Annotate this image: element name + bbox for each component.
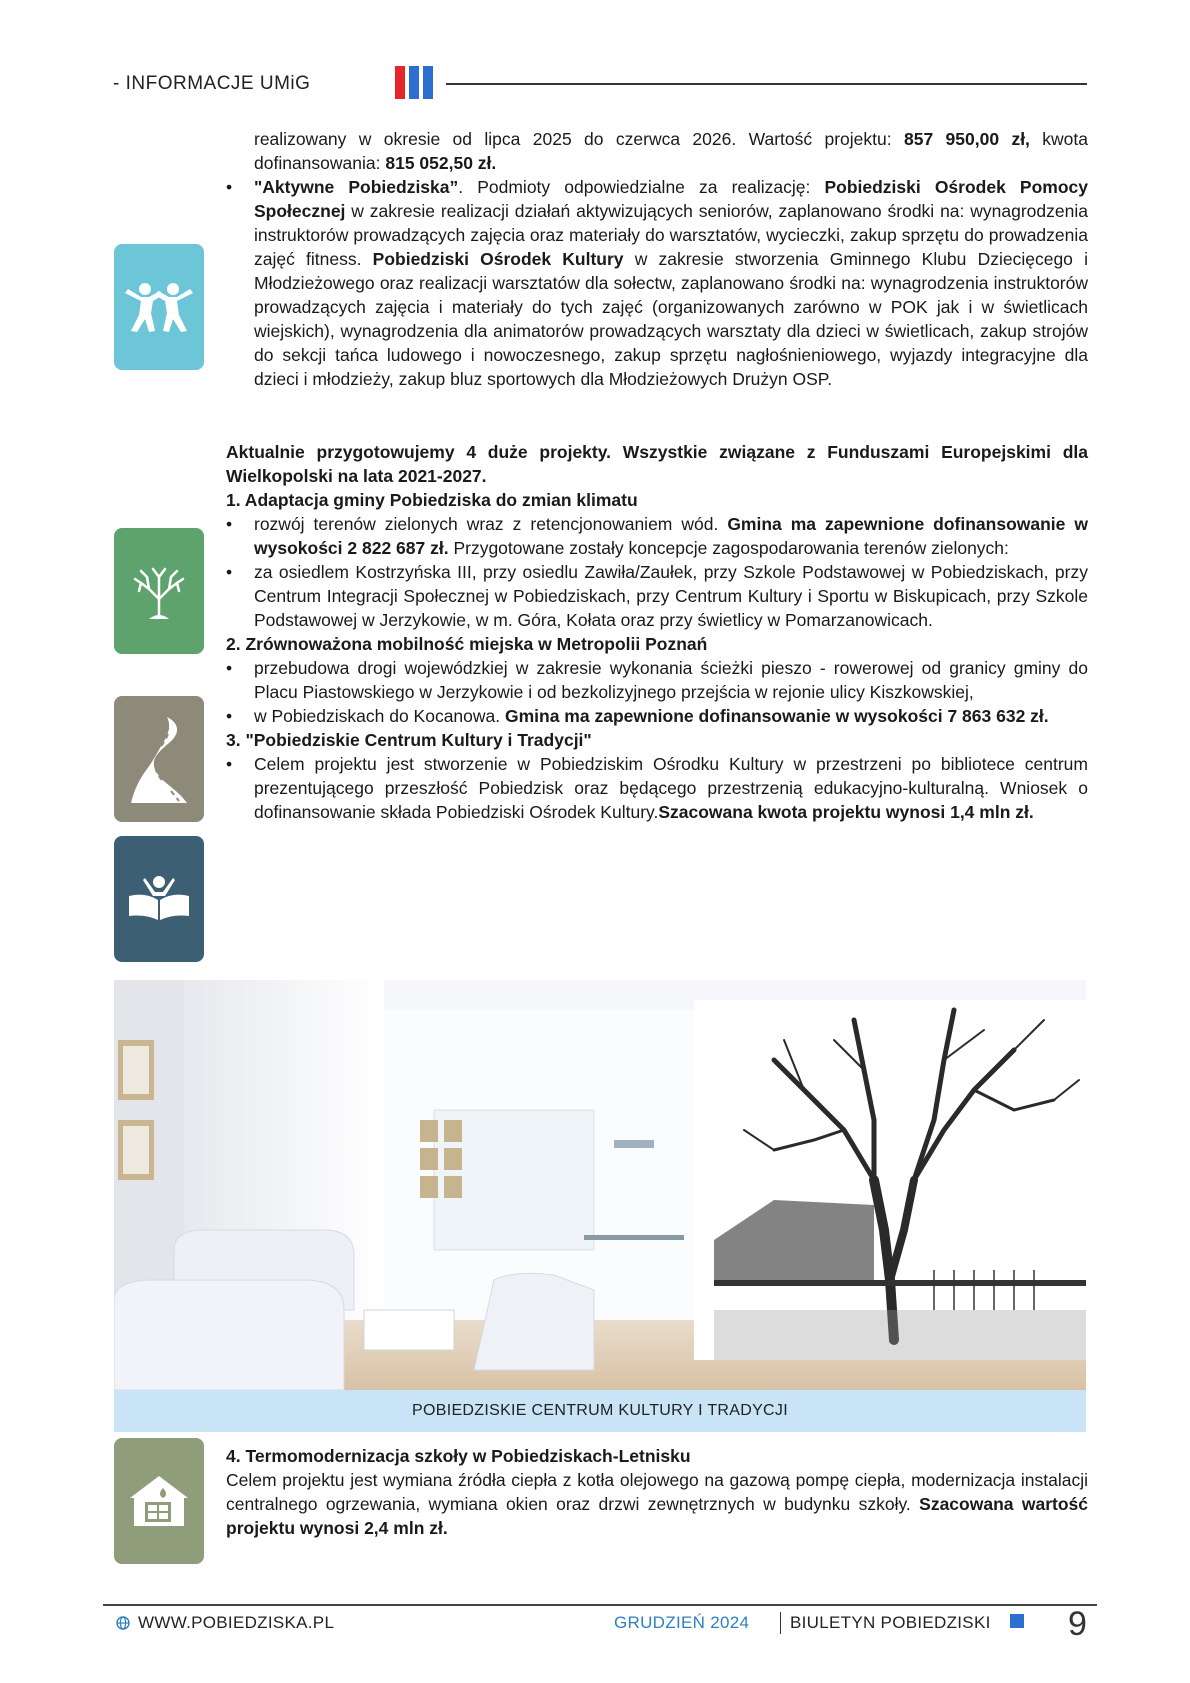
project-4-heading (226, 1444, 1088, 1468)
header-flag-blue-2 (423, 66, 433, 99)
project-4-text: Celem projektu jest wymiana źródła ciepła z kotła olejowego na gazową pompę ciepła, modernizacja instalacji centralnego ogrzewania, wymiana okien oraz drzwi zewnętrznych w budynku szkoły. (226, 1470, 1088, 1514)
projects-intro (226, 440, 1088, 488)
item-text-2: w zakresie realizacji działań aktywizujących seniorów, zaplanowano środki na: wynagrodzenia instruktorów prowadzących zajęcia oraz materiały do warsztatów, wycieczki, zakup sprzętu do prowadzenia zajęć fitness. (254, 201, 1088, 269)
list-item (226, 560, 1088, 632)
footer-separator (780, 1612, 781, 1634)
centrum-interior-photo (114, 980, 1086, 1390)
page-number: 9 (1068, 1605, 1087, 1643)
list-item (226, 512, 1088, 560)
project-4-section (226, 1444, 1088, 1540)
item-text: . Podmioty odpowiedzialne za realizację: (458, 177, 825, 197)
continuation-text: realizowany w okresie od lipca 2025 do czerwca 2026. Wartość projektu: (254, 129, 904, 149)
item-org-1: Pobiedziski Ośrodek Pomocy Społecznej (254, 177, 1088, 221)
footer-rule (103, 1604, 1097, 1606)
aktywne-pobiedziska-section (226, 127, 1088, 391)
list-item (226, 175, 1088, 391)
previous-item-continuation (226, 127, 1088, 175)
project-value: 857 950,00 zł, (903, 129, 1030, 149)
header-flag-red (395, 66, 405, 99)
continuation-text-2: kwota dofinansowania: (254, 129, 1089, 173)
list-item (226, 656, 1088, 704)
project-2-heading (226, 632, 1088, 656)
publication-title: BIULETYN POBIEDZISKI (790, 1613, 991, 1632)
project-4-heading-text: 4. Termomodernizacja szkoły w Pobiedziskach-Letnisku (226, 1446, 691, 1466)
project-1-bullet-2-text: za osiedlem Kostrzyńska III, przy osiedlu Zawiła/Zaułek, przy Szkole Podstawowej w Pobiedziskach, przy Centrum Integracji Społecznej w Pobiedziskach, przy Centrum Kultury i Sportu w Biskupicach, przy Szkole Podstawowej w Jerzykowie, w m. Góra, Kołata oraz przy świetlicy w Pomarzanowicach. (254, 562, 1088, 630)
project-2-bullet-2-text: w Pobiedziskach do Kocanowa. (254, 706, 505, 726)
project-3-cost: Szacowana kwota projektu wynosi 1,4 mln zł. (658, 802, 1034, 822)
house-heat-icon (114, 1438, 204, 1564)
road-icon (114, 696, 204, 822)
item-text-3: w zakresie stworzenia Gminnego Klubu Dziecięcego i Młodzieżowego oraz realizacji warsztatów dla sołectw, zaplanowano środki na: wynagrodzenia instruktorów prowadzących zajęcia i materiały do tych zajęć (organizowanych zarówno w POK jak i w świetlicach wiejskich), wynagrodzenia dla animatorów prowadzących warsztaty dla dzieci w świetlicach, zakup strojów do sekcji tańca ludowego i nowoczesnego, zakup sprzętu nagłośnieniowego, wyjazdy integracyjne dla dzieci i młodzieży, zakup bluz sportowych dla Młodzieżowych Drużyn OSP. (254, 249, 1088, 389)
project-3-heading-text: 3. "Pobiedziskie Centrum Kultury i Tradycji" (226, 730, 592, 750)
tree-icon (114, 528, 204, 654)
globe-icon (116, 1616, 130, 1630)
section-label: - INFORMACJE UMiG (113, 73, 311, 94)
intro-text: Aktualnie przygotowujemy 4 duże projekty. Wszystkie związane z Funduszami Europejskimi dla Wielkopolski na lata 2021-2027. (226, 442, 1088, 486)
footer-square-mark (1010, 1614, 1024, 1628)
funding-value: 815 052,50 zł. (385, 153, 497, 173)
website-url: WWW.POBIEDZISKA.PL (138, 1613, 335, 1632)
project-3-bullet-text: Celem projektu jest stworzenie w Pobiedziskim Ośrodku Kultury w przestrzeni po bibliotece centrum prezentującego przeszłość Pobiedzisk oraz będącego przestrzenią edukacyjno-kulturalną. Wniosek o dofinansowanie składa Pobiedziski Ośrodek Kultury. (254, 754, 1088, 822)
item-org-2: Pobiedziski Ośrodek Kultury (372, 249, 624, 269)
project-2-heading-text: 2. Zrównoważona mobilność miejska w Metropolii Poznań (226, 634, 708, 654)
projects-section (226, 440, 1088, 824)
list-item (226, 752, 1088, 824)
photo-caption: POBIEDZISKIE CENTRUM KULTURY I TRADYCJI (412, 1402, 788, 1419)
header-rule (446, 83, 1087, 85)
people-jumping-icon (114, 244, 204, 370)
item-title: "Aktywne Pobiedziska” (254, 177, 459, 197)
project-4-cost: Szacowana wartość projektu wynosi 2,4 mln zł. (226, 1494, 1088, 1538)
website-link[interactable] (116, 1613, 334, 1633)
project-3-heading (226, 728, 1088, 752)
project-1-bullet-1-text-2: Przygotowane zostały koncepcje zagospodarowania terenów zielonych: (448, 538, 1009, 558)
list-item (226, 704, 1088, 728)
photo-caption-bar (114, 1390, 1086, 1432)
project-1-heading-text: 1. Adaptacja gminy Pobiedziska do zmian klimatu (226, 490, 638, 510)
project-1-bullet-1-text: rozwój terenów zielonych wraz z retencjonowaniem wód. (254, 514, 728, 534)
project-2-funding: Gmina ma zapewnione dofinansowanie w wysokości 7 863 632 zł. (504, 706, 1049, 726)
header-flag-blue (409, 66, 419, 99)
project-4-body (226, 1468, 1088, 1540)
reader-book-icon (114, 836, 204, 962)
project-1-funding: Gmina ma zapewnione dofinansowanie w wysokości 2 822 687 zł. (254, 514, 1088, 558)
issue-date: GRUDZIEŃ 2024 (614, 1613, 750, 1632)
project-1-heading (226, 488, 1088, 512)
project-2-bullet-1-text: przebudowa drogi wojewódzkiej w zakresie wykonania ścieżki pieszo - rowerowej od granicy gminy do Placu Piastowskiego w Jerzykowie i od bezkolizyjnego przejścia w rejonie ulicy Kiszkowskiej, (254, 658, 1088, 702)
